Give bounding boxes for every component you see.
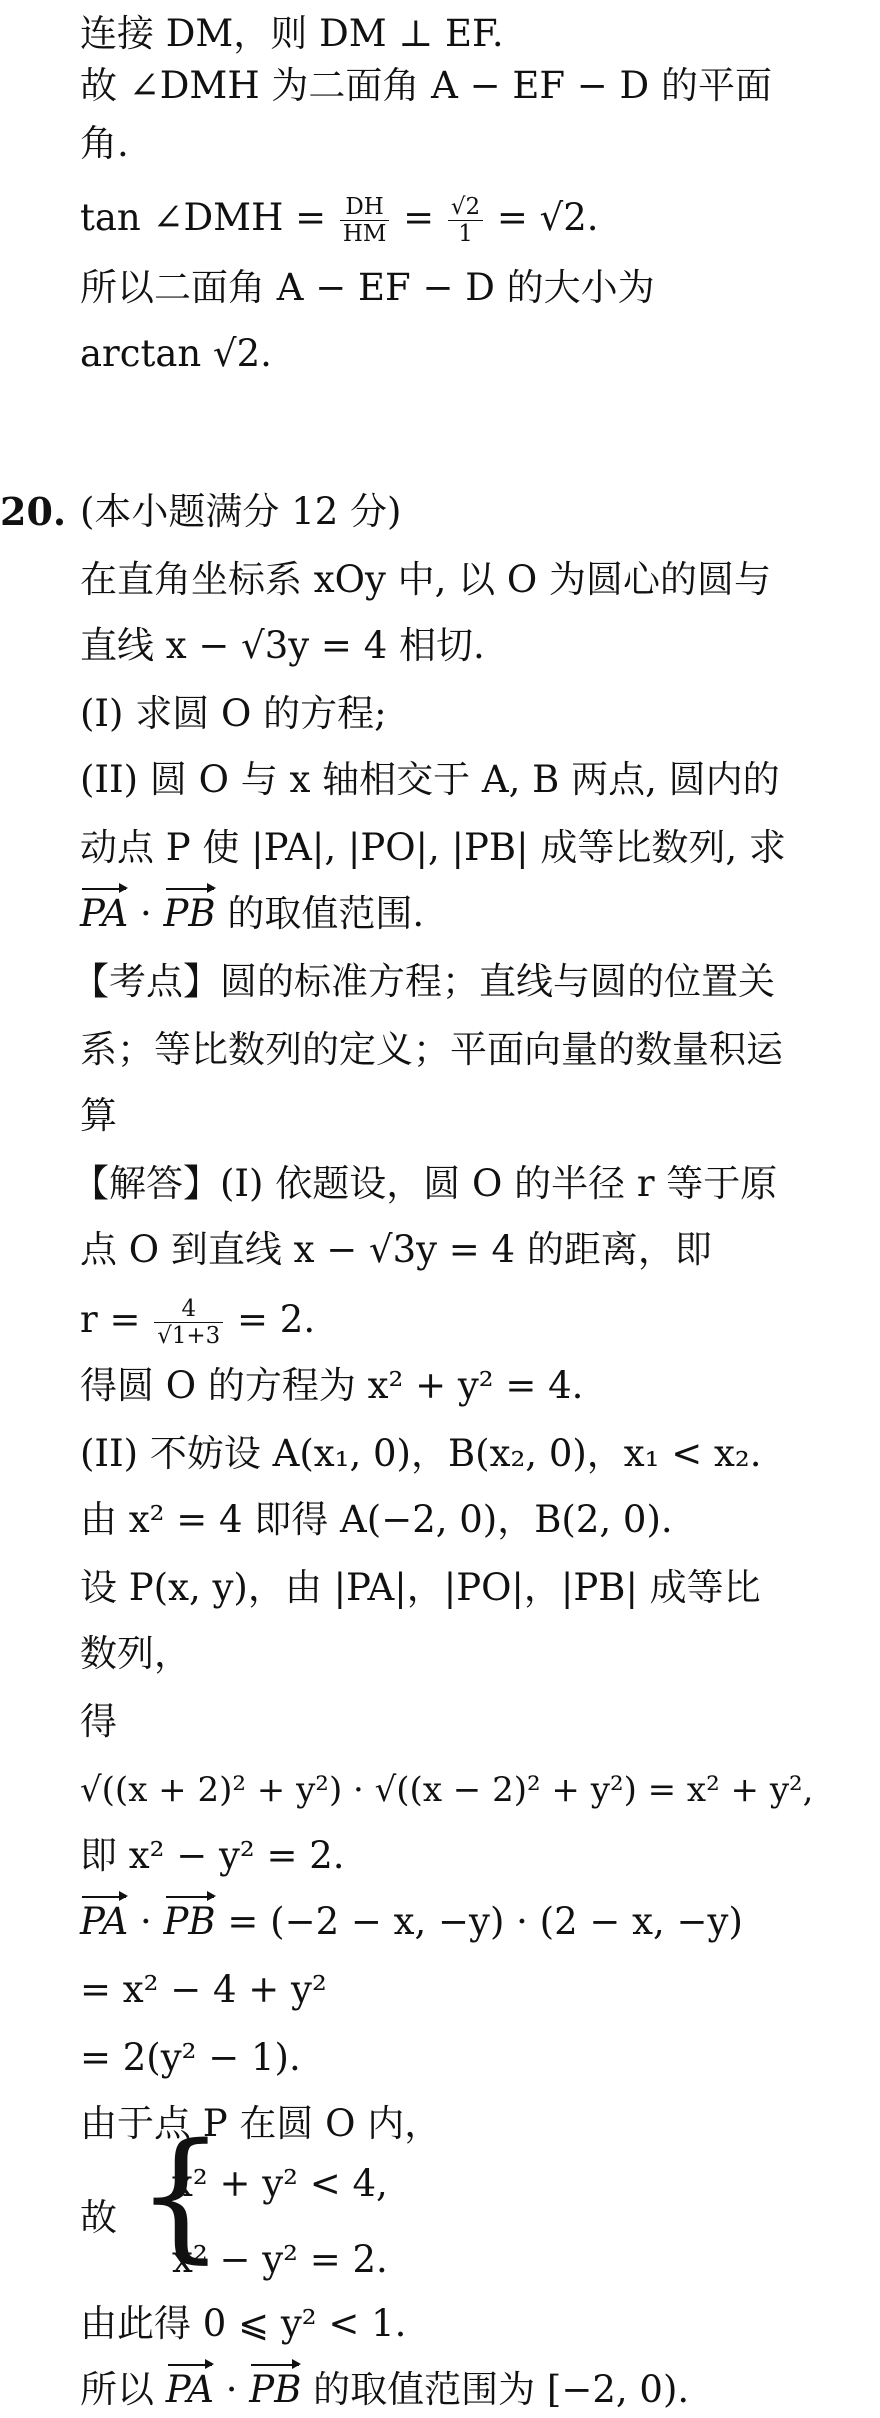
fraction-numerator: DH <box>340 194 390 221</box>
answer-line-15: 由于点 P 在圆 O 内， <box>80 2102 442 2145</box>
question-number: 20. <box>0 489 67 534</box>
tan-result: = √2. <box>485 196 599 239</box>
fraction-denominator: √1+3 <box>157 1323 221 1349</box>
answer-line-8: 数列， <box>80 1632 191 1675</box>
question-header: (本小题满分 12 分) <box>80 490 402 533</box>
answer-line-5: (II) 不妨设 A(x₁, 0)，B(x₂, 0)，x₁ < x₂. <box>80 1432 762 1475</box>
answer-line-1: 【解答】(I) 依题设，圆 O 的半径 r 等于原 <box>72 1162 778 1205</box>
tan-expression: tan ∠DMH = <box>80 196 338 239</box>
fraction-numerator: 4 <box>154 1296 223 1323</box>
radius-expression: r = <box>80 1298 153 1341</box>
question-part-2-a: (II) 圆 O 与 x 轴相交于 A, B 两点, 圆内的 <box>80 758 780 801</box>
answer-line-9: 得 <box>80 1700 117 1743</box>
answer-line-14: = 2(y² − 1). <box>80 2036 301 2079</box>
answer-line-3 <box>80 1292 870 1349</box>
answer-line-2: 点 O 到直线 x − √3y = 4 的距离，即 <box>80 1228 712 1271</box>
fraction-radius <box>154 1296 223 1350</box>
prev-line-2: 故 ∠DMH 为二面角 A − EF − D 的平面 <box>80 64 772 107</box>
question-part-2-c <box>80 886 870 942</box>
question-stem-1: 在直角坐标系 xOy 中, 以 O 为圆心的圆与 <box>80 558 772 601</box>
topic-line-2: 系；等比数列的定义；平面向量的数量积运 <box>80 1028 783 1071</box>
vector-pb: PB <box>249 2362 301 2418</box>
radius-result: = 2. <box>225 1298 316 1341</box>
system-condition-2: x² − y² = 2. <box>172 2238 388 2281</box>
left-brace-icon: { <box>136 2114 226 2277</box>
topic-line-1: 【考点】圆的标准方程；直线与圆的位置关 <box>72 960 775 1003</box>
dot-product-expansion: = (−2 − x, −y) · (2 − x, −y) <box>215 1900 743 1943</box>
answer-line-7: 设 P(x, y)，由 |PA|，|PO|，|PB| 成等比 <box>80 1566 761 1609</box>
answer-line-13: = x² − 4 + y² <box>80 1968 327 2011</box>
answer-line-12 <box>80 1894 870 1950</box>
question-stem-2: 直线 x − √3y = 4 相切. <box>80 624 485 667</box>
question-part-2-tail: 的取值范围. <box>215 892 425 935</box>
answer-line-11: 即 x² − y² = 2. <box>80 1834 345 1877</box>
vector-pb: PB <box>164 886 216 942</box>
dot-operator: · <box>128 1900 164 1943</box>
answer-line-4: 得圆 O 的方程为 x² + y² = 4. <box>80 1364 584 1407</box>
answer-line-18 <box>80 2362 870 2418</box>
conclusion-prefix: 所以 <box>80 2368 166 2411</box>
fraction-denominator: 1 <box>458 221 473 247</box>
vector-pb: PB <box>164 1894 216 1950</box>
fraction-denominator: HM <box>342 221 387 247</box>
prev-line-6: arctan √2. <box>80 332 272 375</box>
topic-line-3: 算 <box>80 1094 117 1137</box>
vector-pa: PA <box>80 1894 128 1950</box>
vector-pa: PA <box>166 2362 214 2418</box>
conclusion-range: 的取值范围为 [−2, 0). <box>301 2368 690 2411</box>
prev-line-3: 角. <box>80 122 129 165</box>
prev-line-5: 所以二面角 A − EF − D 的大小为 <box>80 266 655 309</box>
prev-line-1: 连接 DM，则 DM ⊥ EF. <box>80 12 504 55</box>
fraction-dh-hm <box>340 194 390 248</box>
system-condition-1: x² + y² < 4, <box>172 2162 388 2205</box>
vector-pa: PA <box>80 886 128 942</box>
question-part-2-b: 动点 P 使 |PA|, |PO|, |PB| 成等比数列, 求 <box>80 826 786 869</box>
answer-line-10: √((x + 2)² + y²) · √((x − 2)² + y²) = x² + y², <box>80 1770 814 1810</box>
fraction-root2-1 <box>448 194 483 248</box>
question-part-1: (I) 求圆 O 的方程; <box>80 692 387 735</box>
fraction-numerator: √2 <box>448 194 483 221</box>
answer-line-6: 由 x² = 4 即得 A(−2, 0)，B(2, 0). <box>80 1498 673 1541</box>
dot-operator: · <box>214 2368 250 2411</box>
answer-line-17: 由此得 0 ⩽ y² < 1. <box>80 2302 407 2345</box>
prev-line-4: tan ∠DMH = $\frac{DH}{HM}$ = $\frac{√2}{1}$ = √2. <box>80 193 599 247</box>
dot-operator: · <box>128 892 164 935</box>
system-label: 故 <box>80 2196 117 2239</box>
